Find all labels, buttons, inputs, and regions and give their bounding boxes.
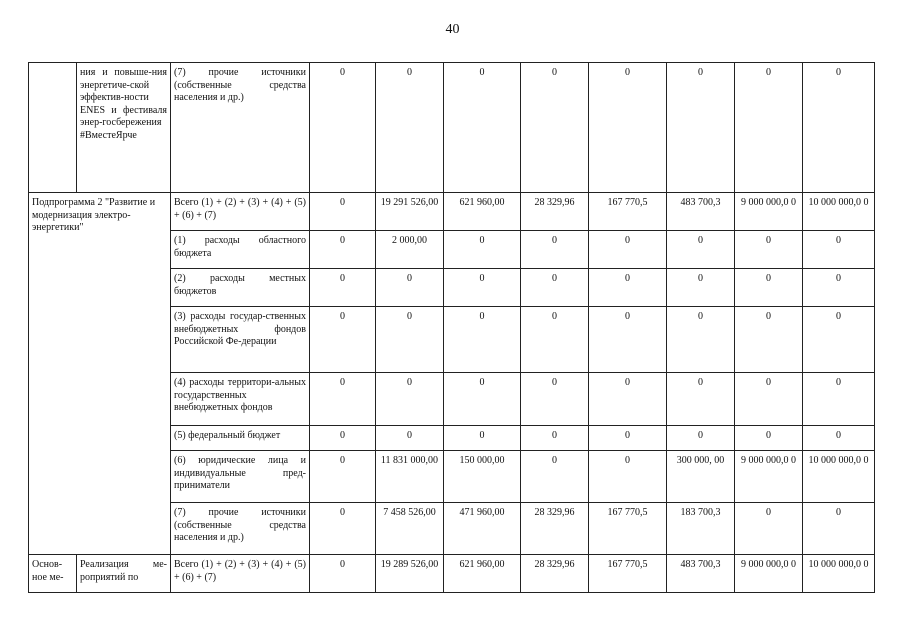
- amount-cell: 0: [735, 63, 803, 193]
- amount-cell: 471 960,00: [444, 503, 521, 555]
- table-row: [29, 193, 875, 231]
- amount-cell: 0: [735, 426, 803, 451]
- amount-cell: 10 000 000,0 0: [803, 451, 875, 503]
- amount-cell: 0: [667, 269, 735, 307]
- amount-cell: 0: [803, 426, 875, 451]
- funding-source-cell: (7) прочие источники (собственные средства населения и др.): [171, 503, 310, 555]
- amount-cell: 0: [589, 63, 667, 193]
- amount-cell: 0: [444, 307, 521, 373]
- amount-cell: 0: [310, 503, 376, 555]
- funding-source-cell: Всего (1) + (2) + (3) + (4) + (5) + (6) + (7): [171, 555, 310, 593]
- funding-source-cell: Всего (1) + (2) + (3) + (4) + (5) + (6) + (7): [171, 193, 310, 231]
- amount-cell: 0: [735, 231, 803, 269]
- amount-cell: 0: [376, 63, 444, 193]
- amount-cell: 0: [310, 555, 376, 593]
- amount-cell: 0: [310, 451, 376, 503]
- amount-cell: 0: [735, 373, 803, 426]
- activity-name-cell: ния и повыше-ния энергетиче-ской эффектив-ности ENES и фестиваля энер-госбережения #ВместеЯрче: [77, 63, 171, 193]
- amount-cell: 0: [310, 269, 376, 307]
- table-row: [29, 555, 875, 593]
- amount-cell: 167 770,5: [589, 193, 667, 231]
- amount-cell: 0: [803, 231, 875, 269]
- funding-source-cell: (6) юридические лица и индивидуальные пред-приниматели: [171, 451, 310, 503]
- amount-cell: 0: [444, 231, 521, 269]
- amount-cell: 483 700,3: [667, 193, 735, 231]
- amount-cell: 0: [803, 373, 875, 426]
- funding-source-cell: (5) федеральный бюджет: [171, 426, 310, 451]
- amount-cell: 2 000,00: [376, 231, 444, 269]
- funding-source-cell: (7) прочие источники (собственные средства населения и др.): [171, 63, 310, 193]
- amount-cell: 0: [667, 426, 735, 451]
- funding-source-cell: (1) расходы областного бюджета: [171, 231, 310, 269]
- amount-cell: 0: [444, 63, 521, 193]
- amount-cell: 0: [310, 373, 376, 426]
- amount-cell: 0: [589, 426, 667, 451]
- amount-cell: 0: [521, 269, 589, 307]
- amount-cell: 0: [376, 426, 444, 451]
- amount-cell: 0: [589, 307, 667, 373]
- amount-cell: 300 000, 00: [667, 451, 735, 503]
- budget-table: [28, 62, 875, 593]
- funding-source-cell: (4) расходы территори-альных государственных внебюджетных фондов: [171, 373, 310, 426]
- row-number-cell: [29, 63, 77, 193]
- amount-cell: 0: [376, 307, 444, 373]
- amount-cell: 621 960,00: [444, 555, 521, 593]
- amount-cell: 0: [521, 63, 589, 193]
- funding-source-cell: (2) расходы местных бюджетов: [171, 269, 310, 307]
- amount-cell: 0: [803, 63, 875, 193]
- amount-cell: 0: [310, 426, 376, 451]
- amount-cell: 0: [589, 269, 667, 307]
- amount-cell: 0: [444, 426, 521, 451]
- activity-name-cell: Реализация ме-роприятий по: [77, 555, 171, 593]
- amount-cell: 7 458 526,00: [376, 503, 444, 555]
- amount-cell: 0: [376, 269, 444, 307]
- amount-cell: 0: [589, 231, 667, 269]
- amount-cell: 0: [521, 231, 589, 269]
- amount-cell: 167 770,5: [589, 503, 667, 555]
- amount-cell: 0: [667, 63, 735, 193]
- amount-cell: 0: [310, 307, 376, 373]
- amount-cell: 0: [803, 503, 875, 555]
- amount-cell: 483 700,3: [667, 555, 735, 593]
- amount-cell: 0: [444, 373, 521, 426]
- table-body: [29, 63, 875, 593]
- amount-cell: 0: [735, 307, 803, 373]
- row-number-cell: Основ-ное ме-: [29, 555, 77, 593]
- page-number: 40: [445, 22, 460, 37]
- amount-cell: 9 000 000,0 0: [735, 451, 803, 503]
- subprogram-name-cell: Подпрограмма 2 "Развитие и модернизация электро-энергетики": [29, 193, 171, 555]
- amount-cell: 150 000,00: [444, 451, 521, 503]
- amount-cell: 0: [521, 373, 589, 426]
- amount-cell: 0: [667, 307, 735, 373]
- amount-cell: 28 329,96: [521, 503, 589, 555]
- amount-cell: 19 289 526,00: [376, 555, 444, 593]
- amount-cell: 0: [310, 193, 376, 231]
- amount-cell: 0: [667, 373, 735, 426]
- amount-cell: 0: [310, 63, 376, 193]
- amount-cell: 0: [521, 307, 589, 373]
- amount-cell: 28 329,96: [521, 193, 589, 231]
- amount-cell: 11 831 000,00: [376, 451, 444, 503]
- amount-cell: 9 000 000,0 0: [735, 193, 803, 231]
- amount-cell: 0: [735, 503, 803, 555]
- amount-cell: 28 329,96: [521, 555, 589, 593]
- amount-cell: 0: [444, 269, 521, 307]
- funding-source-cell: (3) расходы государ-ственных внебюджетных фондов Российской Фе-дерации: [171, 307, 310, 373]
- amount-cell: 0: [803, 269, 875, 307]
- amount-cell: 0: [589, 451, 667, 503]
- amount-cell: 0: [521, 451, 589, 503]
- amount-cell: 9 000 000,0 0: [735, 555, 803, 593]
- amount-cell: 621 960,00: [444, 193, 521, 231]
- amount-cell: 10 000 000,0 0: [803, 555, 875, 593]
- amount-cell: 183 700,3: [667, 503, 735, 555]
- amount-cell: 167 770,5: [589, 555, 667, 593]
- amount-cell: 0: [667, 231, 735, 269]
- amount-cell: 0: [803, 307, 875, 373]
- amount-cell: 19 291 526,00: [376, 193, 444, 231]
- amount-cell: 0: [376, 373, 444, 426]
- amount-cell: 0: [521, 426, 589, 451]
- table-row: [29, 63, 875, 193]
- amount-cell: 0: [735, 269, 803, 307]
- amount-cell: 0: [310, 231, 376, 269]
- amount-cell: 10 000 000,0 0: [803, 193, 875, 231]
- amount-cell: 0: [589, 373, 667, 426]
